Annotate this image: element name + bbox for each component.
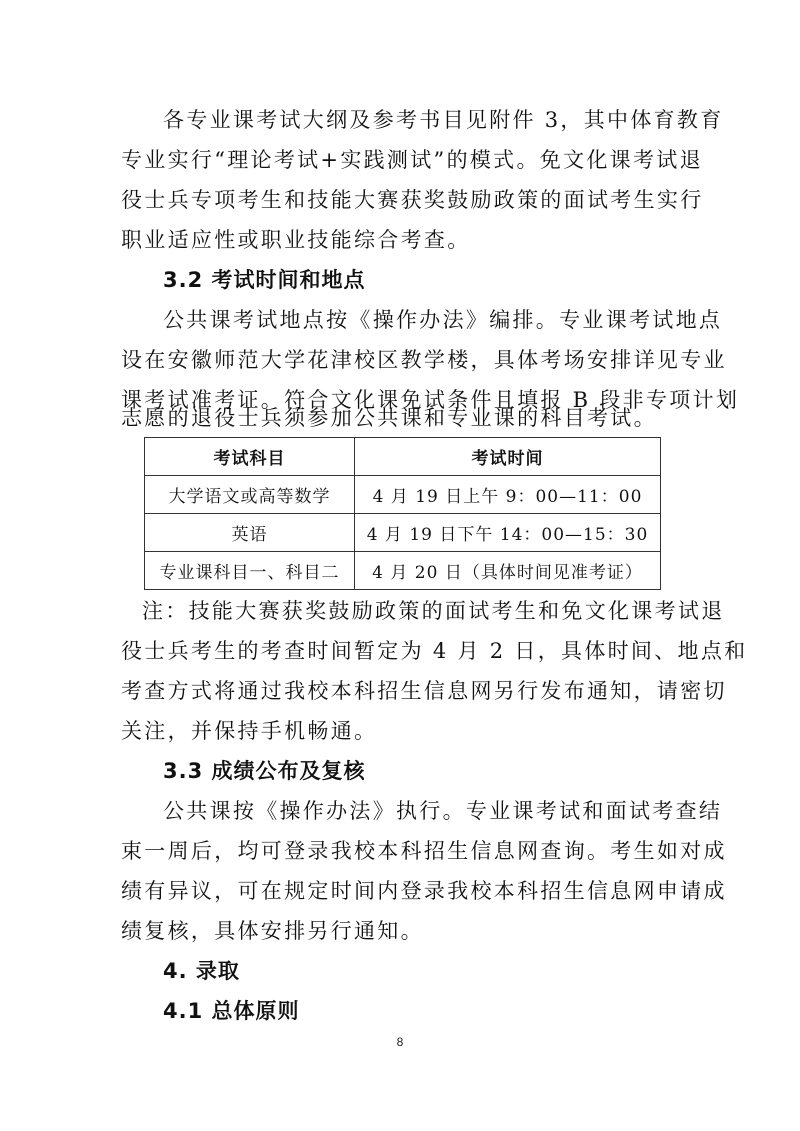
page-number: 8 — [396, 1035, 404, 1049]
table-header-time: 考试时间 — [355, 438, 661, 476]
paragraph-line: 各专业课考试大纲及参考书目见附件 3，其中体育教育 — [163, 108, 724, 132]
table-cell-time: 4 月 19 日下午 14：00—15：30 — [355, 514, 661, 552]
paragraph-line: 志愿的退役士兵须参加公共课和专业课的科目考试。 — [121, 406, 657, 430]
table-header-row — [145, 438, 661, 476]
exam-schedule-table — [144, 437, 661, 590]
table-row — [145, 514, 661, 552]
paragraph-line: 设在安徽师范大学花津校区教学楼，具体考场安排详见专业 — [121, 348, 727, 372]
paragraph-line: 绩复核，具体安排另行通知。 — [121, 919, 424, 943]
table-cell-subject: 大学语文或高等数学 — [145, 476, 355, 514]
table-row — [145, 476, 661, 514]
note-line: 关注，并保持手机畅通。 — [121, 719, 378, 743]
section-heading-3-2: 3.2 考试时间和地点 — [163, 268, 366, 292]
table-cell-subject: 英语 — [145, 514, 355, 552]
section-heading-4-1: 4.1 总体原则 — [163, 999, 300, 1023]
paragraph-line: 公共课考试地点按《操作办法》编排。专业课考试地点 — [163, 308, 723, 332]
table-cell-time: 4 月 20 日（具体时间见准考证） — [355, 552, 661, 590]
note-line: 注：技能大赛获奖鼓励政策的面试考生和免文化课考试退 — [142, 599, 725, 623]
note-line: 役士兵考生的考查时间暂定为 4 月 2 日，具体时间、地点和 — [121, 639, 748, 663]
table-row — [145, 552, 661, 590]
paragraph-line: 课考试准考证。符合文化课免试条件且填报 B 段非专项计划 — [121, 388, 740, 412]
paragraph-line: 役士兵专项考生和技能大赛获奖鼓励政策的面试考生实行 — [121, 188, 704, 212]
note-line: 考查方式将通过我校本科招生信息网另行发布通知，请密切 — [121, 679, 727, 703]
paragraph-line: 专业实行“理论考试+实践测试”的模式。免文化课考试退 — [121, 148, 703, 172]
paragraph-line: 职业适应性或职业技能综合考查。 — [121, 228, 471, 252]
table-cell-subject: 专业课科目一、科目二 — [145, 552, 355, 590]
section-heading-4: 4. 录取 — [163, 959, 240, 983]
paragraph-line: 公共课按《操作办法》执行。专业课考试和面试考查结 — [163, 799, 723, 823]
section-heading-3-3: 3.3 成绩公布及复核 — [163, 759, 366, 783]
table-header-subject: 考试科目 — [145, 438, 355, 476]
paragraph-line: 束一周后，均可登录我校本科招生信息网查询。考生如对成 — [121, 839, 727, 863]
table-cell-time: 4 月 19 日上午 9：00—11：00 — [355, 476, 661, 514]
paragraph-line: 绩有异议，可在规定时间内登录我校本科招生信息网申请成 — [121, 879, 727, 903]
